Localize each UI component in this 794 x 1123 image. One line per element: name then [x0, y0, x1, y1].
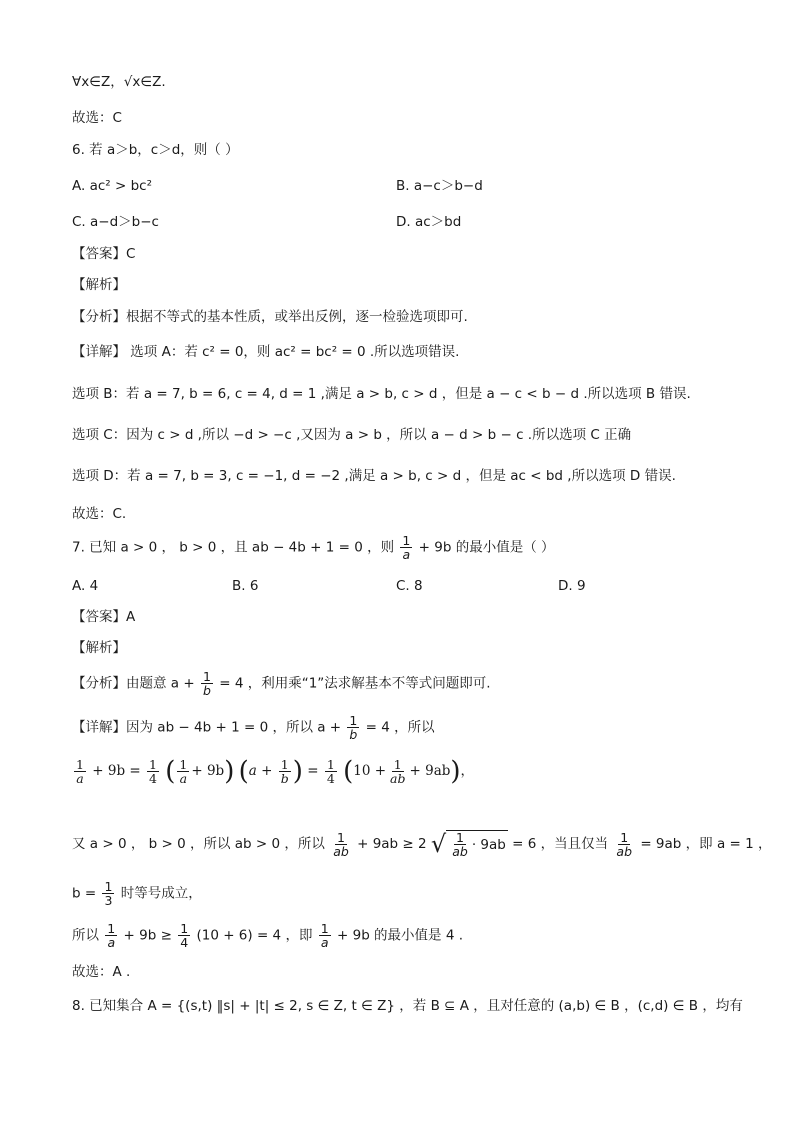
- numerator: 1: [320, 921, 329, 936]
- text-part: = 4 ，所以: [365, 719, 435, 736]
- option-c: C. 8: [396, 578, 423, 594]
- detail-text: 【详解】 选项 A：若 c² = 0，则 ac² = bc² = 0 .所以选项错误.: [72, 344, 460, 360]
- detail-text: [72, 922, 463, 949]
- denominator: b: [280, 771, 289, 786]
- numerator: 1: [179, 757, 188, 772]
- paren-right: ): [224, 756, 235, 787]
- text-part: = 9ab ，即 a = 1 ，: [640, 836, 772, 852]
- numerator: 1: [180, 921, 189, 936]
- punct: ，: [460, 763, 475, 779]
- fraction: [178, 922, 190, 949]
- text-part: + 9ab: [409, 763, 451, 779]
- paren-left: (: [343, 756, 354, 787]
- option-b: B. 6: [232, 578, 259, 594]
- numerator: 1: [202, 669, 211, 684]
- analysis-text: [72, 670, 491, 697]
- text-part: = 4 ，利用乘“1”法求解基本不等式问题即可.: [219, 675, 491, 692]
- text-part: 时等号成立，: [120, 885, 202, 902]
- fraction: [325, 758, 337, 785]
- denominator: 3: [104, 893, 113, 908]
- detail-text: 选项 B：若 a = 7, b = 6, c = 4, d = 1 ,满足 a > b, c > d ，但是 a − c < b − d .所以选项 B 错误.: [72, 386, 691, 402]
- question-8-stem: 8. 已知集合 A = {(s,t) ‖s| + |t| ≤ 2, s ∈ Z, t ∈ Z} ，若 B ⊆ A ，且对任意的 (a,b) ∈ B ，(c,d) ∈ B ，均有: [72, 998, 743, 1014]
- numerator: 1: [280, 757, 289, 772]
- numerator: 1: [456, 830, 464, 845]
- text-part: b =: [72, 885, 97, 902]
- option-d: D. 9: [558, 578, 586, 594]
- text-part: 10 +: [353, 763, 387, 779]
- analysis-label: 【解析】: [72, 277, 126, 293]
- option-a: A. 4: [72, 578, 99, 594]
- fraction: [102, 880, 114, 907]
- fraction: [400, 534, 412, 561]
- option-b: B. a−c＞b−d: [396, 178, 483, 194]
- text-part: + 9b: [191, 763, 225, 779]
- text-part: + 9b 的最小值是 4 .: [337, 927, 464, 944]
- text-part: + 9ab ≥ 2: [357, 836, 427, 852]
- text-line: ∀x∈Z，√x∈Z.: [72, 74, 166, 90]
- numerator: 1: [620, 829, 629, 845]
- option-c: C. a−d＞b−c: [72, 214, 159, 230]
- sqrt: [431, 830, 508, 858]
- paren-right: ): [450, 756, 461, 787]
- paren-left: (: [165, 756, 176, 787]
- text-line: 故选：C: [72, 110, 122, 126]
- fraction: [450, 831, 470, 858]
- paren-right: ): [292, 756, 303, 787]
- numerator: 1: [393, 757, 402, 772]
- numerator: 1: [76, 757, 84, 772]
- detail-text: [72, 714, 435, 741]
- analysis-text: 【分析】根据不等式的基本性质，或举出反例，逐一检验选项即可.: [72, 309, 468, 325]
- analysis-label: 【解析】: [72, 640, 126, 656]
- text-part: = 6 ，当且仅当: [512, 836, 609, 852]
- denominator: a: [107, 935, 116, 950]
- fraction: [201, 670, 213, 697]
- detail-text: 选项 C：因为 c > d ,所以 −d > −c ,又因为 a > b ，所以 a − d > b − c .所以选项 C 正确: [72, 427, 632, 443]
- conclusion: 故选：A .: [72, 964, 131, 980]
- text-part: + 9b =: [92, 763, 141, 779]
- denominator: 4: [180, 935, 189, 950]
- stem-part: + 9b 的最小值是（ ）: [418, 539, 555, 556]
- answer-label: 【答案】A: [72, 609, 136, 625]
- answer-label: 【答案】C: [72, 246, 136, 262]
- denominator: ab: [452, 844, 468, 859]
- option-a: A. ac² > bc²: [72, 178, 152, 194]
- numerator: 1: [402, 533, 411, 548]
- numerator: 1: [107, 921, 116, 936]
- numerator: 1: [104, 879, 113, 894]
- question-7-stem: [72, 534, 554, 561]
- numerator: 1: [349, 713, 358, 728]
- conclusion: 故选：C.: [72, 506, 127, 522]
- denominator: ab: [616, 843, 633, 859]
- fraction: [177, 758, 189, 785]
- stem-part: 7. 已知 a > 0 ， b > 0 ，且 ab − 4b + 1 = 0 ，则: [72, 539, 395, 556]
- numerator: 1: [337, 829, 345, 845]
- denominator: 4: [326, 771, 335, 786]
- fraction: [147, 758, 159, 785]
- denominator: ab: [333, 843, 349, 859]
- radicand: [446, 830, 508, 858]
- text-part: 又 a > 0 ， b > 0 ，所以 ab > 0 ，所以: [72, 836, 325, 852]
- denominator: a: [320, 935, 329, 950]
- text-part: 所以: [72, 927, 99, 944]
- fraction: [388, 758, 407, 785]
- text-part: + 9b ≥: [123, 927, 172, 944]
- denominator: a: [179, 771, 188, 786]
- numerator: 1: [326, 757, 335, 772]
- denominator: 4: [148, 771, 157, 786]
- detail-text: 选项 D：若 a = 7, b = 3, c = −1, d = −2 ,满足 a > b, c > d ，但是 ac < bd ,所以选项 D 错误.: [72, 468, 676, 484]
- paren-left: (: [238, 756, 249, 787]
- denominator: b: [202, 683, 211, 698]
- fraction: [331, 831, 351, 858]
- text-part: 【详解】因为 ab − 4b + 1 = 0 ，所以 a +: [72, 719, 342, 736]
- denominator: a: [402, 547, 411, 562]
- fraction: [279, 758, 291, 785]
- denominator: ab: [390, 771, 406, 786]
- fraction: [74, 758, 86, 785]
- denominator: b: [349, 727, 358, 742]
- var: a: [248, 763, 257, 779]
- equation: $\frac{1}{a}$ + 9b = $\frac{1}{4}$ ( $\frac{1}{a}$ + 9b) (a + $\frac{1}{b}$ ) = $\frac{1}{4}$ (10 + $\frac{1}{ab}$ + 9ab)，: [76, 756, 475, 787]
- fraction: [614, 831, 634, 858]
- text-part: (10 + 6) = 4 ，即: [196, 927, 313, 944]
- sqrt-sign: √: [430, 830, 447, 858]
- fraction: [347, 714, 359, 741]
- denominator: a: [76, 771, 84, 786]
- option-d: D. ac＞bd: [396, 214, 462, 230]
- question-6-stem: 6. 若 a＞b，c＞d，则（ ）: [72, 142, 239, 158]
- text-part: · 9ab: [471, 836, 506, 853]
- detail-text: [72, 830, 772, 858]
- detail-text: [72, 880, 202, 907]
- fraction: [319, 922, 331, 949]
- fraction: [105, 922, 117, 949]
- text-part: 【分析】由题意 a +: [72, 675, 195, 692]
- numerator: 1: [148, 757, 157, 772]
